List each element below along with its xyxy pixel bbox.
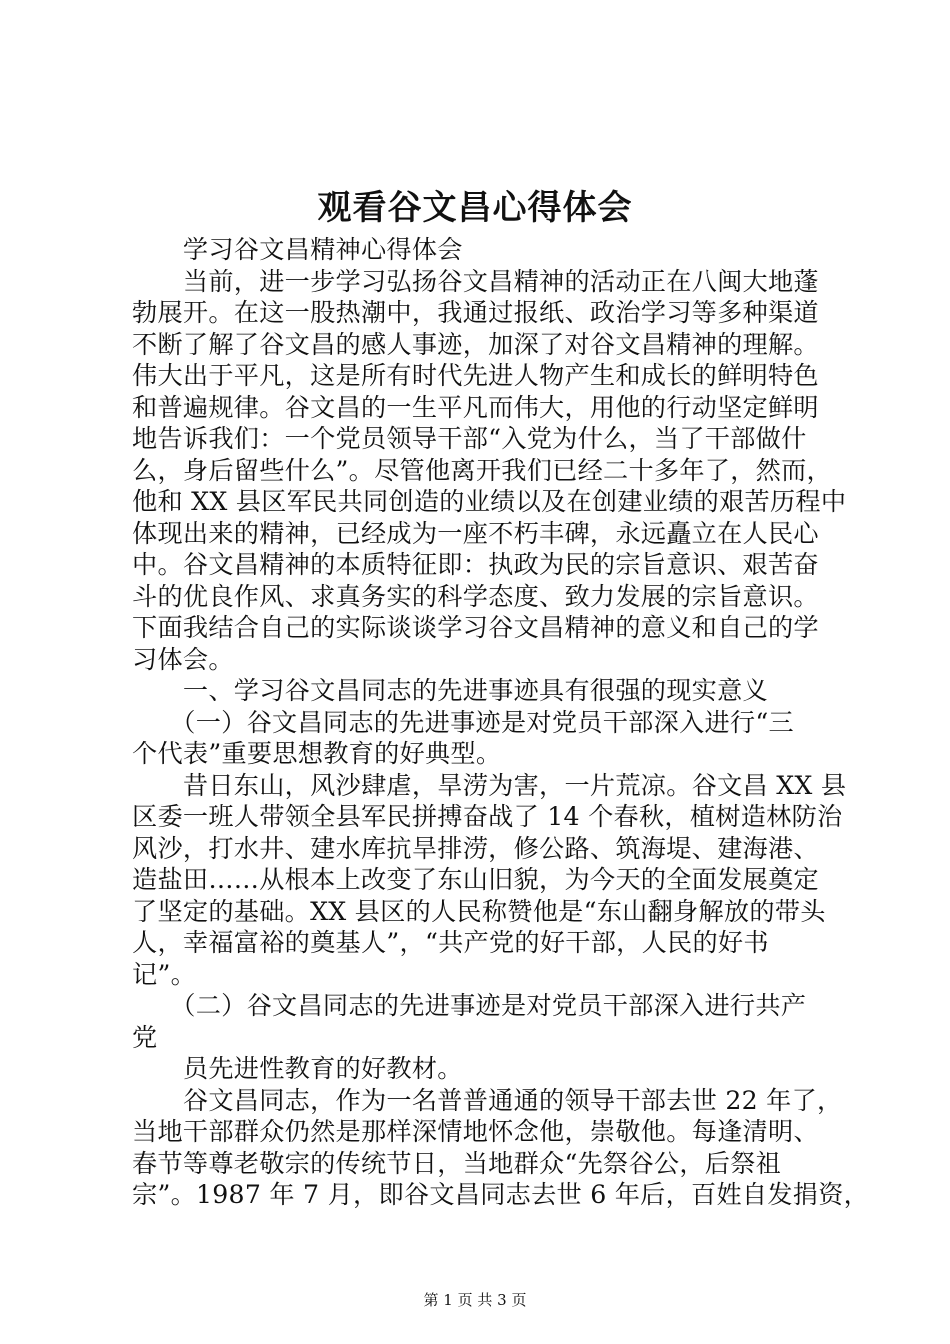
body-line: 春节等尊老敬宗的传统节日，当地群众“先祭谷公，后祭祖: [132, 1148, 782, 1178]
body-line: 风沙，打水井、建水库抗旱排涝，修公路、筑海堤、建海港、: [132, 833, 819, 863]
body-line: 人，幸福富裕的奠基人”，“共产党的好干部，人民的好书: [132, 928, 769, 957]
body-line: 昔日东山，风沙肆虐，旱涝为害，一片荒凉。谷文昌 XX 县: [132, 770, 847, 800]
body-line: 党: [132, 1022, 158, 1052]
body-line: 习体会。: [132, 644, 234, 674]
body-line: 记”。: [132, 959, 197, 989]
body-line: 伟大出于平凡，这是所有时代先进人物产生和成长的鲜明特色: [132, 361, 819, 390]
body-line: 个代表”重要思想教育的好典型。: [132, 739, 502, 768]
body-line: （二）谷文昌同志的先进事迹是对党员干部深入进行共产: [132, 991, 807, 1020]
body-line: 学习谷文昌精神心得体会: [132, 235, 463, 264]
body-line: 勃展开。在这一股热潮中，我通过报纸、政治学习等多种渠道: [132, 298, 819, 327]
page-footer: 第 1 页 共 3 页: [423, 1291, 527, 1309]
body-line: （一）谷文昌同志的先进事迹是对党员干部深入进行“三: [132, 707, 794, 737]
body-line: 当前，进一步学习弘扬谷文昌精神的活动正在八闽大地蓬: [132, 266, 819, 296]
document-title: 观看谷文昌心得体会: [317, 188, 633, 228]
body-line: 区委一班人带领全县军民拼搏奋战了 14 个春秋，植树造林防治: [132, 802, 843, 831]
body-line: 么，身后留些什么”。尽管他离开我们已经二十多年了，然而，: [132, 455, 832, 485]
body-line: 他和 XX 县区军民共同创造的业绩以及在创建业绩的艰苦历程中: [132, 487, 847, 516]
body-line: 中。谷文昌精神的本质特征即：执政为民的宗旨意识、艰苦奋: [132, 550, 819, 579]
body-line: 下面我结合自己的实际谈谈学习谷文昌精神的意义和自己的学: [132, 613, 819, 642]
body-line: 当地干部群众仍然是那样深情地怀念他，崇敬他。每逢清明、: [132, 1117, 819, 1146]
body-line: 了坚定的基础。XX 县区的人民称赞他是“东山翻身解放的带头: [132, 896, 826, 926]
body-line: 谷文昌同志，作为一名普普通通的领导干部去世 22 年了，: [132, 1085, 843, 1115]
body-line: 地告诉我们：一个党员领导干部“入党为什么，当了干部做什: [132, 424, 807, 453]
body-line: 宗”。1987 年 7 月，即谷文昌同志去世 6 年后，百姓自发捐资，: [132, 1180, 870, 1209]
body-line: 体现出来的精神，已经成为一座不朽丰碑，永远矗立在人民心: [132, 518, 819, 548]
body-line: 斗的优良作风、求真务实的科学态度、致力发展的宗旨意识。: [132, 581, 819, 611]
body-line: 一、学习谷文昌同志的先进事迹具有很强的现实意义: [132, 676, 768, 705]
body-line: 和普遍规律。谷文昌的一生平凡而伟大，用他的行动坚定鲜明: [132, 392, 819, 422]
body-line: 员先进性教育的好教材。: [132, 1054, 463, 1083]
body-line: 不断了解了谷文昌的感人事迹，加深了对谷文昌精神的理解。: [132, 329, 819, 359]
body-line: 造盐田……从根本上改变了东山旧貌，为今天的全面发展奠定: [132, 865, 819, 894]
